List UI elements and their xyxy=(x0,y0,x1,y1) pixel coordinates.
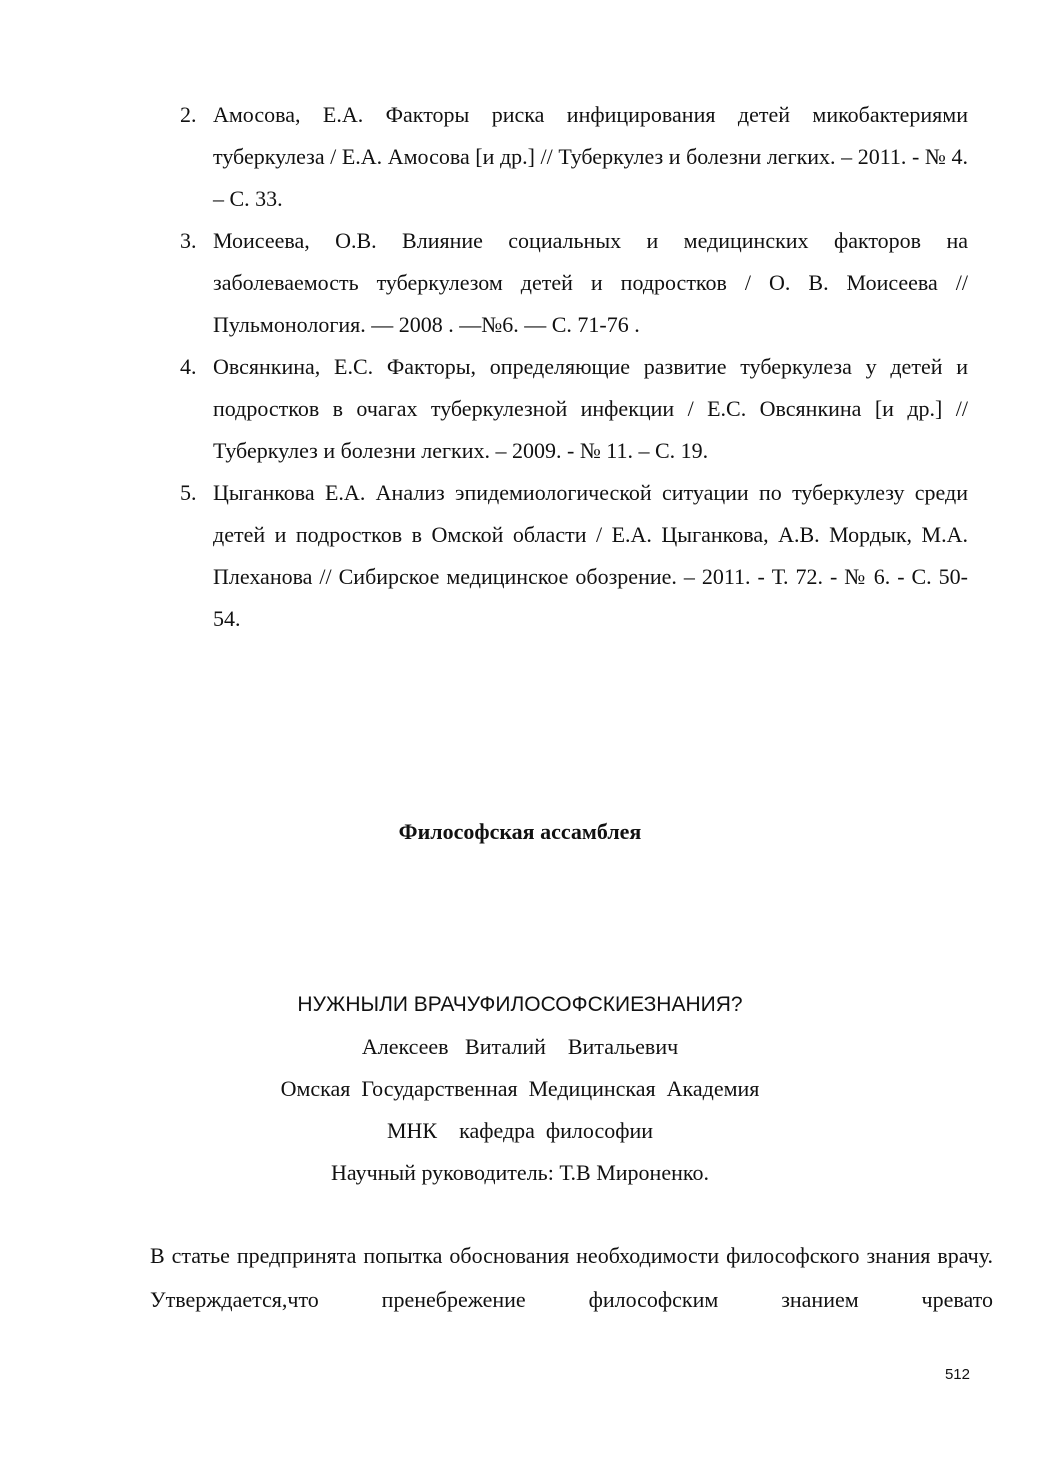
reference-number: 3. xyxy=(180,228,197,253)
reference-text: Моисеева, О.В. Влияние социальных и медицинских факторов на заболеваемость туберкулезом детей и подростков / О. В. Моисеева // Пульмонология. — 2008 . —№6. — С. 71-76 . xyxy=(213,228,968,337)
article-department: МНК кафедра философии xyxy=(386,1118,654,1143)
reference-number: 2. xyxy=(180,102,197,127)
article-title: НУЖНЫЛИ ВРАЧУФИЛОСОФСКИЕЗНАНИЯ? xyxy=(297,993,743,1016)
page-number: 512 xyxy=(944,1366,970,1383)
reference-item xyxy=(180,220,968,346)
reference-text: Овсянкина, Е.С. Факторы, определяющие развитие туберкулеза у детей и подростков в очагах туберкулезной инфекции / Е.С. Овсянкина [и др.] // Туберкулез и болезни легких. – 2009. - № 11. – С. 19. xyxy=(213,354,968,463)
abstract-paragraph: В статье предпринята попытка обоснования необходимости философского знания врачу. Утверждается,что пренебрежение философским знанием чревато xyxy=(150,1243,993,1312)
reference-number: 5. xyxy=(180,480,197,505)
reference-item xyxy=(180,346,968,472)
reference-text: Цыганкова Е.А. Анализ эпидемиологической ситуации по туберкулезу среди детей и подростков в Омской области / Е.А. Цыганкова, А.В. Мордык, М.А. Плеханова // Сибирское медицинское обозрение. – 2011. - Т. 72. - № 6. - С. 50-54. xyxy=(213,480,968,631)
article-header xyxy=(0,984,1040,1194)
reference-number: 4. xyxy=(180,354,197,379)
reference-list xyxy=(180,94,968,640)
article-supervisor: Научный руководитель: Т.В Мироненко. xyxy=(331,1160,709,1185)
reference-item xyxy=(180,472,968,640)
article-institution: Омская Государственная Медицинская Академия xyxy=(280,1076,760,1101)
reference-item xyxy=(180,94,968,220)
reference-text: Амосова, Е.А. Факторы риска инфицирования детей микобактериями туберкулеза / Е.А. Амосова [и др.] // Туберкулез и болезни легких. – 2011. - № 4. – С. 33. xyxy=(213,102,968,211)
section-title: Философская ассамблея xyxy=(398,819,642,844)
article-author: Алексеев Виталий Витальевич xyxy=(361,1034,679,1059)
